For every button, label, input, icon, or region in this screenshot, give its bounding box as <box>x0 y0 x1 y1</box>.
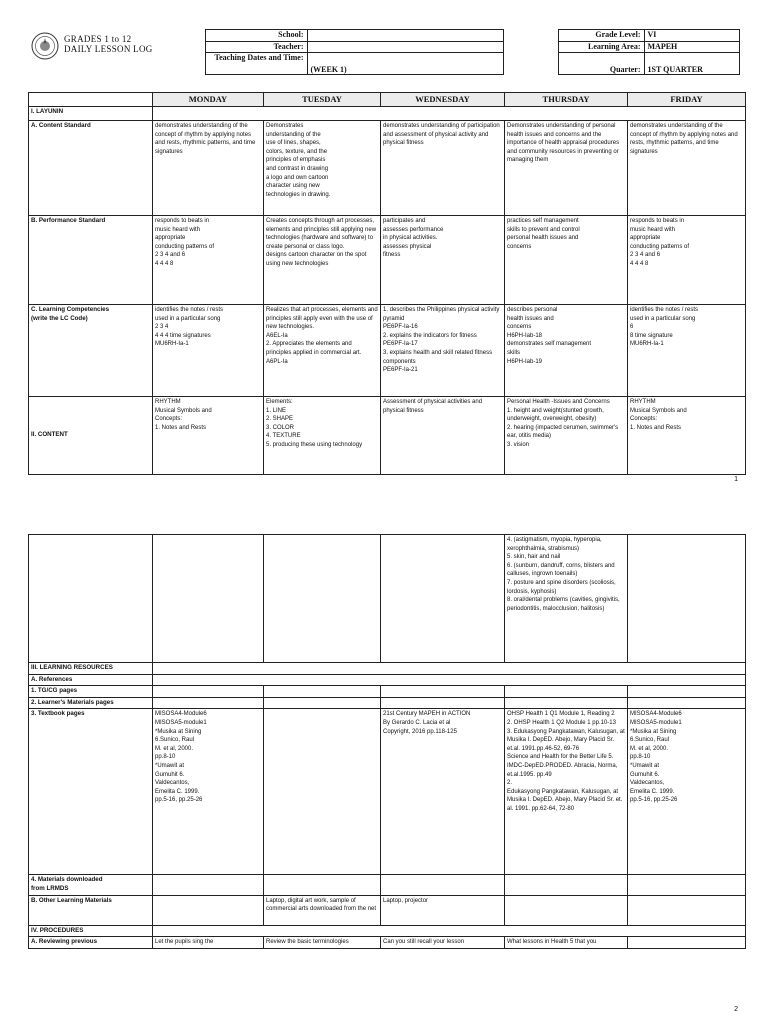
section-procedures: IV. PROCEDURES <box>29 925 153 937</box>
performance-standard-monday: responds to beats in music heard with appropriate conducting patterns of 2 3 4 and 6 4 4 4 8 <box>153 216 264 305</box>
row-label-learning-competencies: C. Learning Competencies (write the LC Code) <box>29 305 153 397</box>
performance-standard-friday: responds to beats in music heard with appropriate conducting patterns of 2 3 4 and 6 4 4 4 8 <box>628 216 746 305</box>
section-layunin: I. LAYUNIN <box>29 107 153 121</box>
day-header-monday: MONDAY <box>153 93 264 107</box>
grade-level-value[interactable]: VI <box>644 30 739 42</box>
textbook-thursday: OHSP Health 1 Q1 Module 1, Reading 2 2. OHSP Health 1 Q2 Module 1 pp.10-13 3. Edukasyong Pangkatawan, Kalusugan, at Musika I. DepED. Abejo, Mary Placid Sr. et.al. 1991.pp.46-52, 69-76 Science and Health for the Better Life 5. IMDC-DepED.PRODED. Abracia, Norma, et.al.1995. pp.49 2. Edukasyong Pangkatawan, Kalusugan, at Musika I. DepED. Abejo, Mary Placid Sr. et. al. 1991. pp.62-64, 72-80 <box>505 709 628 875</box>
content-thursday: Personal Health -Issues and Concerns 1. height and weight(stunted growth, underweight, overweight, obesity) 2. hearing (impacted cerumen, swimmer's ear, otitis media) 3. vision <box>505 397 628 475</box>
day-header-friday: FRIDAY <box>628 93 746 107</box>
content-standard-monday: demonstrates understanding of the concept of rhythm by applying notes and rests, rhythmic patterns, and time signatures <box>153 121 264 216</box>
reviewing-tuesday: Review the basic terminologies <box>264 937 381 949</box>
content-tuesday: Elements: 1. LINE 2. SHAPE 3. COLOR 4. TEXTURE 5. producing these using technology <box>264 397 381 475</box>
teacher-label: Teacher: <box>205 42 307 53</box>
content-standard-thursday: Demonstrates understanding of personal health issues and concerns and the importance of health appraisal procedures and community resources in preventing or managing them <box>505 121 628 216</box>
content-wednesday: Assessment of physical activities and physical fitness <box>381 397 505 475</box>
other-materials-thursday <box>505 895 628 925</box>
textbook-tuesday <box>264 709 381 875</box>
learning-competencies-friday: identifies the notes / rests used in a particular song 6 8 time signature MU6RH-Ia-1 <box>628 305 746 397</box>
content-monday: RHYTHM Musical Symbols and Concepts: 1. Notes and Rests <box>153 397 264 475</box>
textbook-friday: MISOSA4-Module6 MISOSA5-module1 *Musika at Sining 6.Sunico, Raul M. et al, 2000. pp.8-10 *Umawit at Gumuhit 6. Valdecantos, Emelita C. 1999. pp.5-16, pp.25-26 <box>628 709 746 875</box>
grade-level-label: Grade Level: <box>558 30 644 42</box>
learning-area-value[interactable]: MAPEH <box>644 42 739 53</box>
performance-standard-wednesday: participates and assesses performance in physical activities. assesses physical fitness <box>381 216 505 305</box>
logo-title-block <box>28 30 205 75</box>
header-table <box>28 29 740 75</box>
day-header-wednesday: WEDNESDAY <box>381 93 505 107</box>
school-value[interactable] <box>307 30 503 42</box>
content-thursday-continued: 4. (astigmatism, myopia, hyperopia, xerophthalmia, strabismus) 5. skin, hair and nail 6. (sunburn, dandruff, corns, blisters and calluses, ingrown toenails) 7. posture and spine disorders (scoliosis, lordosis, kyphosis) 8. oral/dental problems (cavities, gingivitis, periodontitis, malocclusion, halitosis) <box>505 535 628 663</box>
day-header-thursday: THURSDAY <box>505 93 628 107</box>
other-materials-monday <box>153 895 264 925</box>
row-label-content: II. CONTENT <box>29 397 153 475</box>
row-label-tg-pages: 1. TG/CG pages <box>29 686 153 698</box>
section-learning-resources: III. LEARNING RESOURCES <box>29 663 153 675</box>
row-label-textbook-pages: 3. Textbook pages <box>29 709 153 875</box>
row-label-other-materials: B. Other Learning Materials <box>29 895 153 925</box>
textbook-monday: MISOSA4-Module6 MISOSA5-module1 *Musika at Sining 6.Sunico, Raul M. et al, 2000. pp.8-10 *Umawit at Gumuhit 6. Valdecantos, Emelita C. 1999. pp.5-16, pp.25-26 <box>153 709 264 875</box>
row-label-reviewing: A. Reviewing previous <box>29 937 153 949</box>
row-label-references: A. References <box>29 674 153 686</box>
title-line-1: GRADES 1 to 12 <box>64 33 132 44</box>
row-label-lm-pages: 2. Learner's Materials pages <box>29 697 153 709</box>
content-standard-wednesday: demonstrates understanding of participation and assessment of physical activity and physical fitness <box>381 121 505 216</box>
teaching-dates-value[interactable]: (WEEK 1) <box>307 53 503 75</box>
content-standard-tuesday: Demonstrates understanding of the use of lines, shapes, colors, texture, and the principles of emphasis and contrast in drawing a logo and own cartoon character using new technologies in drawing. <box>264 121 381 216</box>
teaching-dates-label: Teaching Dates and Time: <box>205 53 307 75</box>
lesson-table-page-2 <box>28 534 746 949</box>
textbook-wednesday: 21st Century MAPEH in ACTION By Gerardo C. Lacia et al Copyright, 2016 pp.118-125 <box>381 709 505 875</box>
learning-area-label: Learning Area: <box>558 42 644 53</box>
row-label-lrmds: 4. Materials downloaded from LRMDS <box>29 875 153 895</box>
reviewing-monday: Let the pupils sing the <box>153 937 264 949</box>
quarter-value[interactable]: 1ST QUARTER <box>644 53 739 75</box>
school-label: School: <box>205 30 307 42</box>
learning-competencies-tuesday: Realizes that art processes, elements and principles still apply even with the use of new technologies. A6EL-Ia 2. Appreciates the elements and principles applied in commercial art. A6PL-Ia <box>264 305 381 397</box>
learning-competencies-monday: identifies the notes / rests used in a particular song 2 3 4 4 4 4 time signatures MU6RH-Ia-1 <box>153 305 264 397</box>
content-friday: RHYTHM Musical Symbols and Concepts: 1. Notes and Rests <box>628 397 746 475</box>
deped-seal-icon <box>31 32 59 60</box>
reviewing-wednesday: Can you still recall your lesson <box>381 937 505 949</box>
other-materials-friday <box>628 895 746 925</box>
day-header-tuesday: TUESDAY <box>264 93 381 107</box>
performance-standard-tuesday: Creates concepts through art processes, elements and principles still applying new technologies (hardware and software) to create personal or class logo. designs cartoon character on the spot using new technologies <box>264 216 381 305</box>
content-standard-friday: demonstrates understanding of the concept of rhythm by applying notes and rests, rhythmic patterns, and time signatures <box>628 121 746 216</box>
other-materials-wednesday: Laptop, projector <box>381 895 505 925</box>
performance-standard-thursday: practices self management skills to prevent and control personal health issues and concerns <box>505 216 628 305</box>
page-number-1: 1 <box>734 476 738 483</box>
teacher-value[interactable] <box>307 42 503 53</box>
learning-competencies-wednesday: 1. describes the Philippines physical activity pyramid PE6PF-Ia-16 2. explains the indicators for fitness PE6PF-Ia-17 3. explains health and skill related fitness components PE6PF-Ia-21 <box>381 305 505 397</box>
title-line-2: DAILY LESSON LOG <box>64 43 153 54</box>
row-label-performance-standard: B. Performance Standard <box>29 216 153 305</box>
learning-competencies-thursday: describes personal health issues and concerns H6PH-Iab-18 demonstrates self management skills H6PH-Iab-19 <box>505 305 628 397</box>
reviewing-thursday: What lessons in Health 5 that you <box>505 937 628 949</box>
lesson-table-page-1 <box>28 92 746 475</box>
quarter-label: Quarter: <box>558 53 644 75</box>
other-materials-tuesday: Laptop, digital art work, sample of commercial arts downloaded from the net <box>264 895 381 925</box>
row-label-content-standard: A. Content Standard <box>29 121 153 216</box>
reviewing-friday <box>628 937 746 949</box>
page-number-2: 2 <box>734 1006 738 1013</box>
